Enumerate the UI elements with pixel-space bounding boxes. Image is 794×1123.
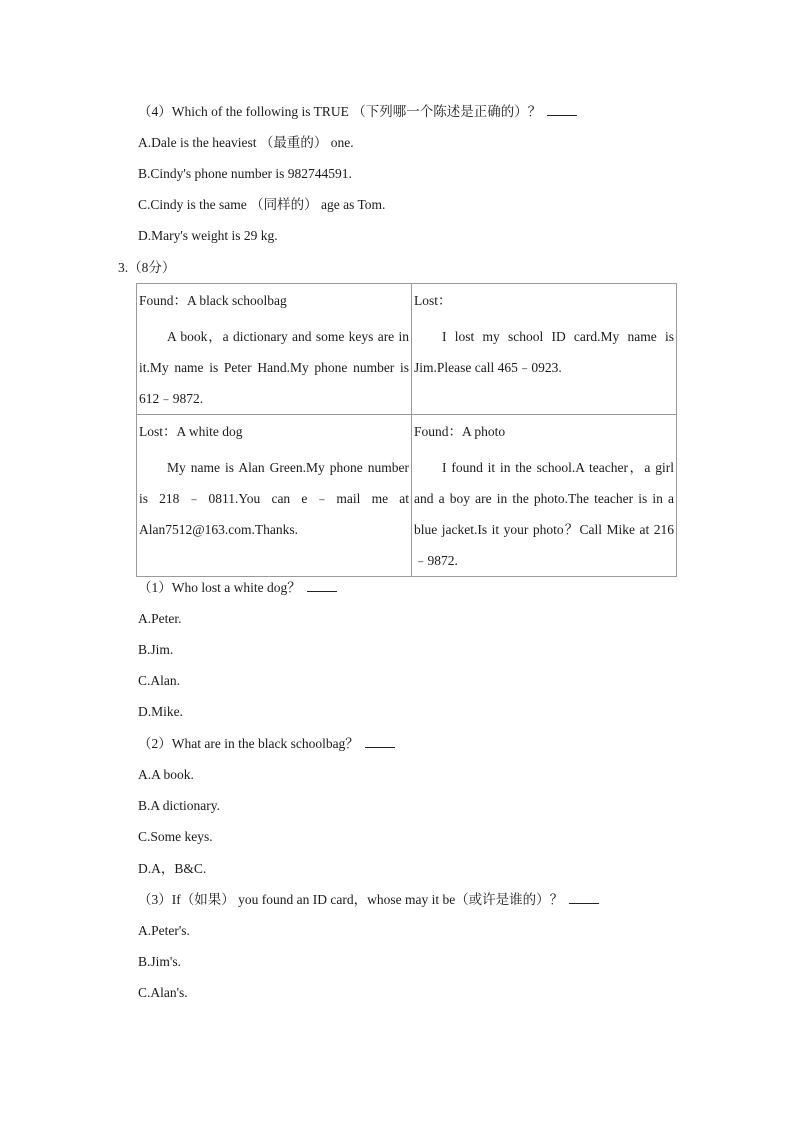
- notice-body: I found it in the school.A teacher，a girl and a boy are in the photo.The teacher is in a blue jacket.Is it your photo？Call Mike at 216﹣9872.: [414, 460, 674, 568]
- q2-option-c: C.Some keys.: [138, 829, 213, 844]
- q4-option-a: A.Dale is the heaviest （最重的） one.: [138, 135, 354, 150]
- notice-body: My name is Alan Green.My phone number is 218﹣0811.You can e﹣mail me at Alan7512@163.com.Thanks.: [139, 460, 409, 537]
- notice-title: Found：A black schoolbag: [139, 293, 287, 308]
- q1-option-c: C.Alan.: [138, 673, 180, 688]
- notice-title: Found：A photo: [414, 424, 506, 439]
- q4-option-d: D.Mary's weight is 29 kg.: [138, 228, 278, 243]
- q1-option-a: A.Peter.: [138, 611, 182, 626]
- q3-option-c: C.Alan's.: [138, 985, 188, 1000]
- section-3-heading: 3.（8分）: [118, 260, 176, 275]
- answer-blank[interactable]: [569, 891, 599, 904]
- question-3-stem: （3）If（如果） you found an ID card，whose may it be（或许是谁的）？: [138, 891, 599, 909]
- notice-body: I lost my school ID card.My name is Jim.Please call 465﹣0923.: [414, 329, 674, 375]
- notice-title: Lost：: [414, 293, 452, 308]
- q3-option-b: B.Jim's.: [138, 954, 181, 969]
- answer-blank[interactable]: [307, 579, 337, 592]
- question-2-stem: （2）What are in the black schoolbag？: [138, 735, 395, 753]
- answer-blank[interactable]: [547, 103, 577, 116]
- table-row: [137, 284, 677, 415]
- notice-cell-lost-id-card: [412, 284, 677, 415]
- notices-table: [136, 283, 677, 577]
- q3-option-a: A.Peter's.: [138, 923, 190, 938]
- q1-option-b: B.Jim.: [138, 642, 174, 657]
- q1-option-d: D.Mike.: [138, 704, 183, 719]
- q4-option-b: B.Cindy's phone number is 982744591.: [138, 166, 352, 181]
- notice-cell-found-photo: [412, 415, 677, 577]
- answer-blank[interactable]: [365, 735, 395, 748]
- notice-title: Lost：A white dog: [139, 424, 243, 439]
- q2-option-a: A.A book.: [138, 767, 194, 782]
- question-4-stem: （4）Which of the following is TRUE （下列哪一个陈述是正确的）？: [138, 103, 577, 121]
- table-row: [137, 415, 677, 577]
- notice-cell-lost-dog: [137, 415, 412, 577]
- question-1-stem: （1）Who lost a white dog？: [138, 579, 337, 597]
- notice-cell-found-schoolbag: [137, 284, 412, 415]
- q2-option-d: D.A，B&C.: [138, 861, 207, 876]
- q2-option-b: B.A dictionary.: [138, 798, 220, 813]
- notice-body: A book，a dictionary and some keys are in it.My name is Peter Hand.My phone number is 612﹣9872.: [139, 329, 409, 406]
- q4-option-c: C.Cindy is the same （同样的） age as Tom.: [138, 197, 386, 212]
